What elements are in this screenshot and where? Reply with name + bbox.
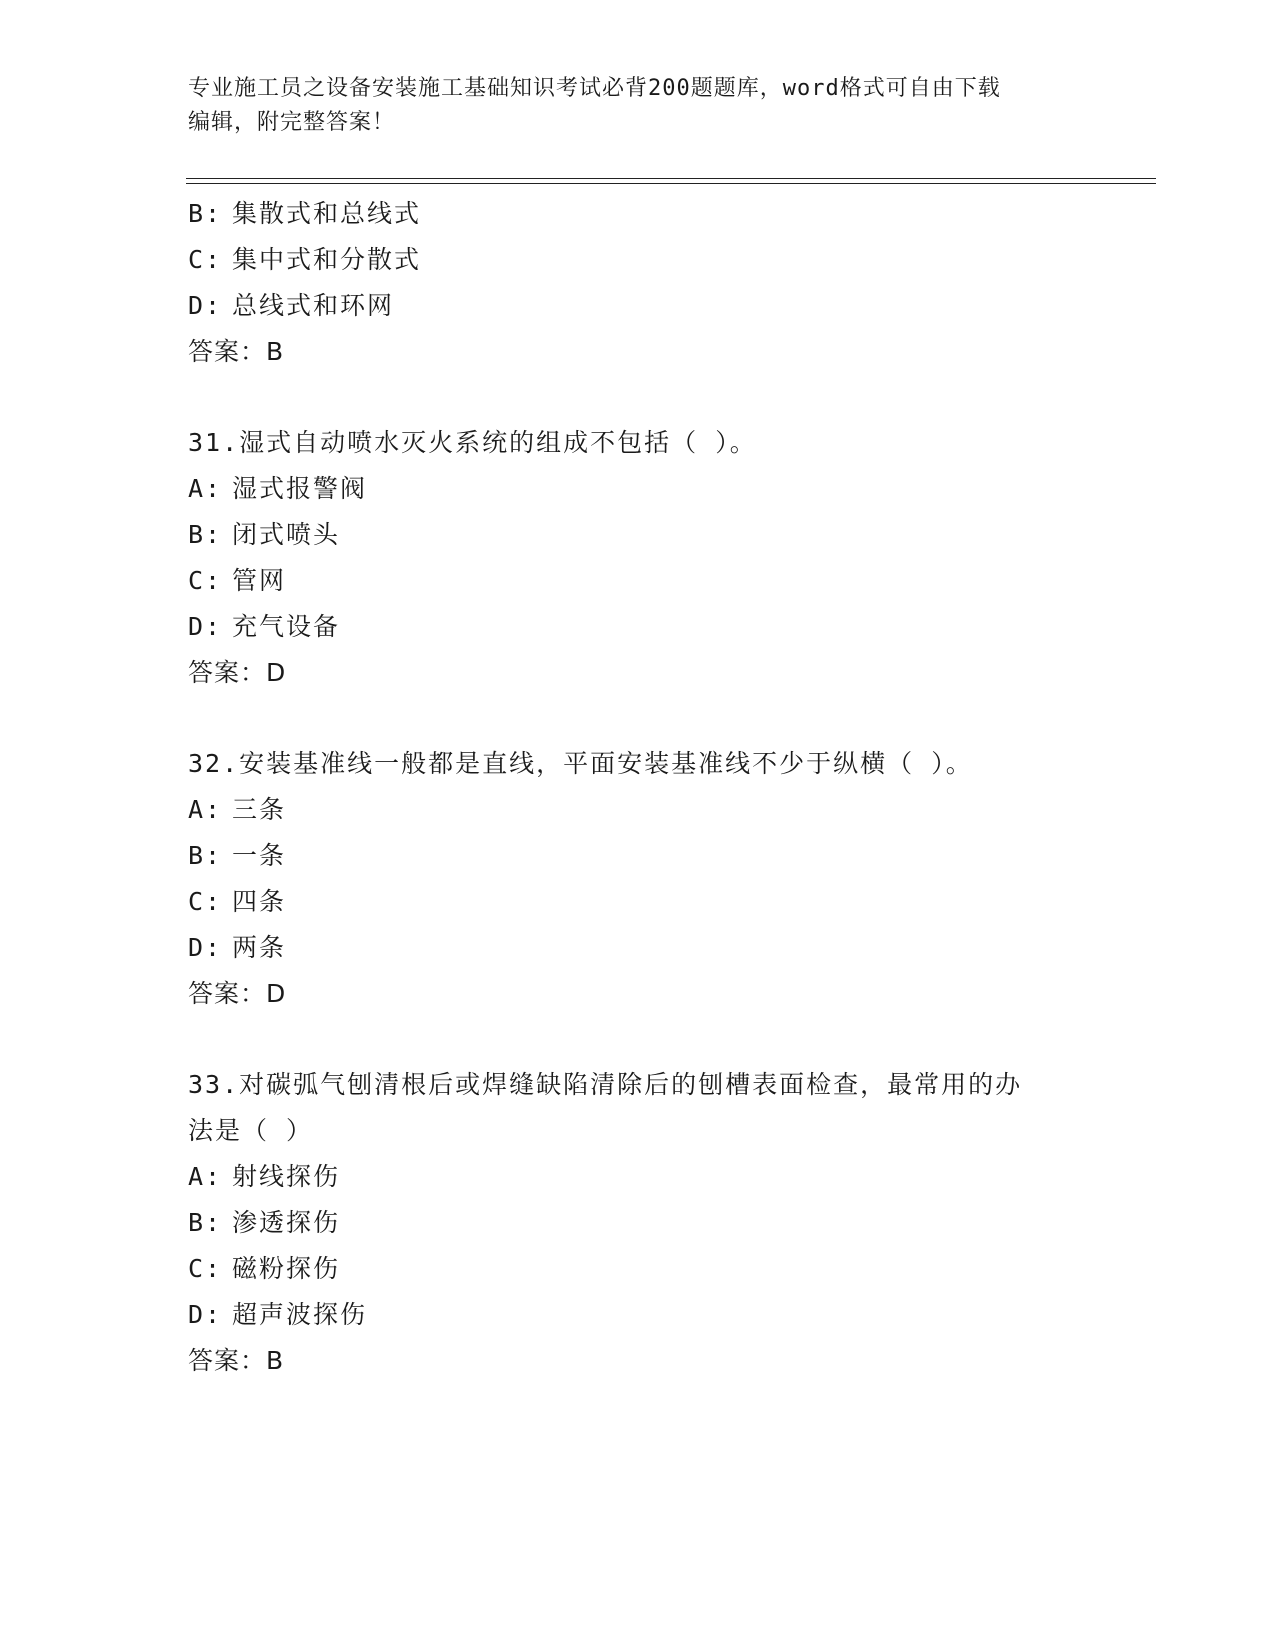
option-a: A: 射线探伤 xyxy=(188,1162,341,1191)
option-d: D: 充气设备 xyxy=(188,612,341,641)
option-b: B: 闭式喷头 xyxy=(188,520,341,549)
option-b: B: 一条 xyxy=(188,841,287,870)
option-a: A: 湿式报警阀 xyxy=(188,474,368,503)
document-header xyxy=(188,72,1068,140)
header-divider-bottom xyxy=(186,183,1156,184)
option-c: C: 管网 xyxy=(188,566,287,595)
answer-line: 答案：B xyxy=(188,1346,285,1375)
question-stem: 31.湿式自动喷水灭火系统的组成不包括（ ）。 xyxy=(188,428,757,457)
option-a: A: 三条 xyxy=(188,795,287,824)
option-b: B: 渗透探伤 xyxy=(188,1208,341,1237)
question-block-33 xyxy=(188,1062,1078,1384)
option-b: B: 集散式和总线式 xyxy=(188,199,422,228)
option-d: D: 两条 xyxy=(188,933,287,962)
question-stem-line-1: 33.对碳弧气刨清根后或焊缝缺陷清除后的刨槽表面检查，最常用的办 xyxy=(188,1070,1023,1099)
question-block-32 xyxy=(188,741,1078,1017)
option-d: D: 总线式和环网 xyxy=(188,291,395,320)
answer-line: 答案：B xyxy=(188,337,285,366)
option-c: C: 四条 xyxy=(188,887,287,916)
option-c: C: 集中式和分散式 xyxy=(188,245,422,274)
question-stem: 32.安装基准线一般都是直线，平面安装基准线不少于纵横（ ）。 xyxy=(188,749,973,778)
header-divider-top xyxy=(186,178,1156,179)
question-block-prev xyxy=(188,191,1078,375)
header-title-line-1: 专业施工员之设备安装施工基础知识考试必背200题题库，word格式可自由下载 xyxy=(188,76,1001,101)
answer-line: 答案：D xyxy=(188,979,287,1008)
header-title-line-2: 编辑，附完整答案！ xyxy=(188,110,396,135)
option-d: D: 超声波探伤 xyxy=(188,1300,368,1329)
answer-line: 答案：D xyxy=(188,658,287,687)
question-list xyxy=(188,191,1078,1384)
question-block-31 xyxy=(188,420,1078,696)
question-stem-line-2: 法是（ ） xyxy=(188,1116,314,1145)
option-c: C: 磁粉探伤 xyxy=(188,1254,341,1283)
